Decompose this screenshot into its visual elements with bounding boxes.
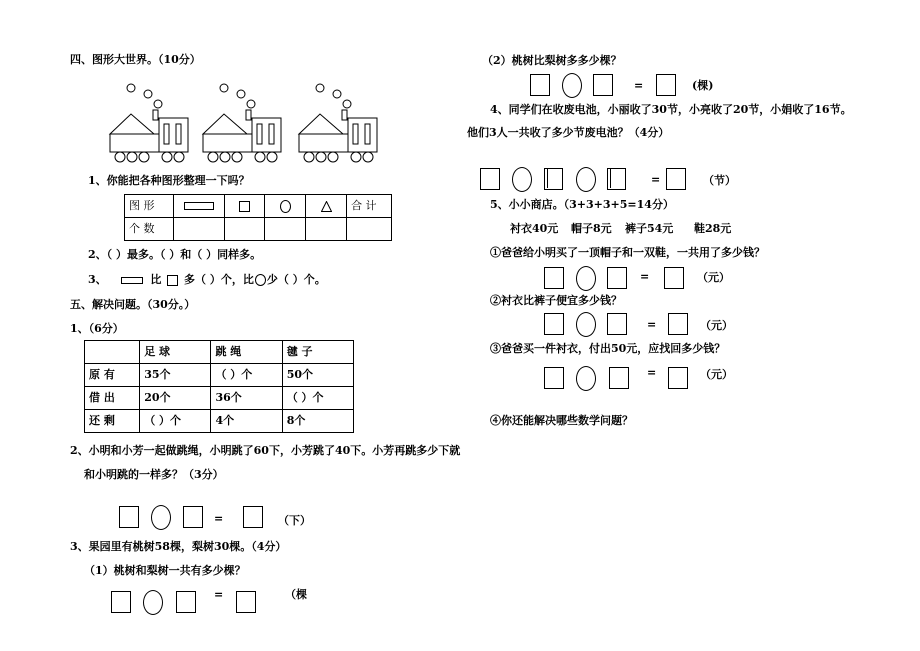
header-shuttlecock: 毽 子 [282, 341, 353, 364]
train-2 [203, 84, 281, 162]
price-pants: 裤子54元 [625, 222, 674, 235]
unit-label: （元） [697, 271, 730, 284]
answer-box[interactable] [668, 313, 688, 335]
equals-sign: = [214, 588, 224, 601]
answer-box[interactable] [544, 168, 563, 190]
problem-4-line1: 4、同学们在收废电池，小丽收了30节，小亮收了20节，小娟收了16节。 [490, 103, 852, 116]
row-label-lent: 借 出 [85, 387, 140, 410]
square-shape-cell [224, 195, 265, 218]
answer-box[interactable] [544, 267, 564, 289]
problem-5-3: ③爸爸买一件衬衣，付出50元，应找回多少钱？ [490, 342, 726, 355]
table-corner [85, 341, 140, 364]
count-cell[interactable] [306, 218, 347, 241]
equals-sign: = [640, 270, 650, 283]
operator-circle[interactable] [562, 73, 582, 98]
answer-box[interactable] [544, 313, 564, 335]
equals-sign: = [651, 173, 661, 186]
answer-box[interactable] [480, 168, 500, 190]
problem-5-4: ④你还能解决哪些数学问题？ [490, 414, 633, 427]
price-shirt: 衬衣40元 [510, 222, 559, 235]
train-1 [110, 84, 188, 162]
answer-box[interactable] [607, 168, 626, 190]
table-cell: 4个 [211, 410, 282, 433]
question-4-1: 1、你能把各种图形整理一下吗？ [88, 174, 250, 187]
train-illustration [100, 80, 400, 166]
problem-5: 5、小小商店。（3+3+3+5=14分） [490, 198, 674, 211]
answer-box[interactable] [656, 74, 676, 96]
answer-box[interactable] [243, 506, 263, 528]
answer-box[interactable] [609, 367, 629, 389]
operator-circle[interactable] [576, 312, 596, 337]
answer-box[interactable] [544, 367, 564, 389]
problem-5-1: ①爸爸给小明买了一顶帽子和一双鞋，一共用了多少钱？ [490, 246, 765, 259]
row-label-original: 原 有 [85, 364, 140, 387]
count-row-label: 个 数 [125, 218, 174, 241]
table-cell: 36个 [211, 387, 282, 410]
table-cell: 20个 [140, 387, 211, 410]
operator-circle[interactable] [151, 505, 171, 530]
q3-text-2: 多（ ）个，比 [184, 273, 254, 286]
table-cell: 50个 [282, 364, 353, 387]
answer-box[interactable] [668, 367, 688, 389]
answer-box[interactable] [607, 313, 627, 335]
answer-box[interactable] [176, 591, 196, 613]
circle-shape-cell [265, 195, 306, 218]
equals-sign: = [647, 366, 657, 379]
unit-label: （元） [700, 319, 733, 332]
problem-1-label: 1、（6分） [70, 322, 124, 335]
unit-label: （元） [700, 368, 733, 381]
answer-box[interactable] [593, 74, 613, 96]
price-shoes: 鞋28元 [694, 222, 732, 235]
count-cell[interactable] [224, 218, 265, 241]
unit-label: （棵 [285, 588, 307, 601]
problem-3-2: （2）桃树比梨树多多少棵？ [482, 54, 622, 67]
count-cell[interactable] [174, 218, 224, 241]
question-4-3 [88, 273, 326, 287]
square-icon [167, 275, 178, 286]
circle-icon [255, 274, 266, 286]
square-icon [239, 201, 250, 212]
train-3 [299, 84, 377, 162]
count-cell[interactable] [265, 218, 306, 241]
answer-box[interactable] [607, 267, 627, 289]
rectangle-icon [184, 202, 214, 210]
answer-box[interactable] [664, 267, 684, 289]
problem-2-line2: 和小明跳的一样多？（3分） [84, 468, 224, 481]
problem-3-1: （1）桃树和梨树一共有多少棵？ [84, 564, 246, 577]
count-cell[interactable] [347, 218, 392, 241]
row-label-remaining: 还 剩 [85, 410, 140, 433]
price-hat: 帽子8元 [571, 222, 612, 235]
question-4-2: 2、（ ）最多。（ ）和（ ）同样多。 [88, 248, 262, 261]
table-cell: 35个 [140, 364, 211, 387]
answer-box[interactable] [111, 591, 131, 613]
triangle-shape-cell [306, 195, 347, 218]
answer-box[interactable] [666, 168, 686, 190]
operator-circle[interactable] [576, 167, 596, 192]
problem-2-line1: 2、小明和小芳一起做跳绳，小明跳了60下，小芳跳了40下。小芳再跳多少下就 [70, 444, 461, 457]
rectangle-shape-cell [174, 195, 224, 218]
unit-label: (棵) [692, 79, 714, 92]
answer-box[interactable] [119, 506, 139, 528]
table-cell[interactable]: （ ）个 [282, 387, 353, 410]
equals-sign: = [647, 318, 657, 331]
rectangle-icon [121, 277, 143, 284]
answer-box[interactable] [236, 591, 256, 613]
unit-label: （节） [703, 174, 736, 187]
q3-text-3: 少（ ）个。 [266, 273, 326, 286]
header-jump-rope: 跳 绳 [211, 341, 282, 364]
operator-circle[interactable] [576, 366, 596, 391]
equals-sign: = [214, 512, 224, 525]
shape-count-table [124, 194, 392, 241]
header-football: 足 球 [140, 341, 211, 364]
problem-3: 3、果园里有桃树58棵，梨树30棵。（4分） [70, 540, 287, 553]
section4-title: 四、图形大世界。（10分） [70, 53, 201, 66]
q3-text-1: 比 [150, 273, 162, 286]
answer-box[interactable] [183, 506, 203, 528]
operator-circle[interactable] [576, 266, 596, 291]
equals-sign: = [634, 79, 644, 92]
circle-icon [280, 200, 291, 213]
q3-number: 3、 [88, 273, 107, 286]
total-label: 合 计 [347, 195, 392, 218]
unit-label: （下） [278, 514, 311, 527]
table-cell: 8个 [282, 410, 353, 433]
problem-5-2: ②衬衣比裤子便宜多少钱？ [490, 294, 622, 307]
operator-circle[interactable] [512, 167, 532, 192]
answer-box[interactable] [530, 74, 550, 96]
operator-circle[interactable] [143, 590, 163, 615]
problem-4-line2: 他们3人一共收了多少节废电池？（4分） [467, 126, 670, 139]
sports-stock-table [84, 340, 354, 433]
table-cell[interactable]: （ ）个 [140, 410, 211, 433]
table-cell[interactable]: （ ）个 [211, 364, 282, 387]
triangle-icon [321, 201, 332, 212]
shape-row-label: 图 形 [125, 195, 174, 218]
section5-title: 五、解决问题。（30分。） [70, 298, 196, 311]
